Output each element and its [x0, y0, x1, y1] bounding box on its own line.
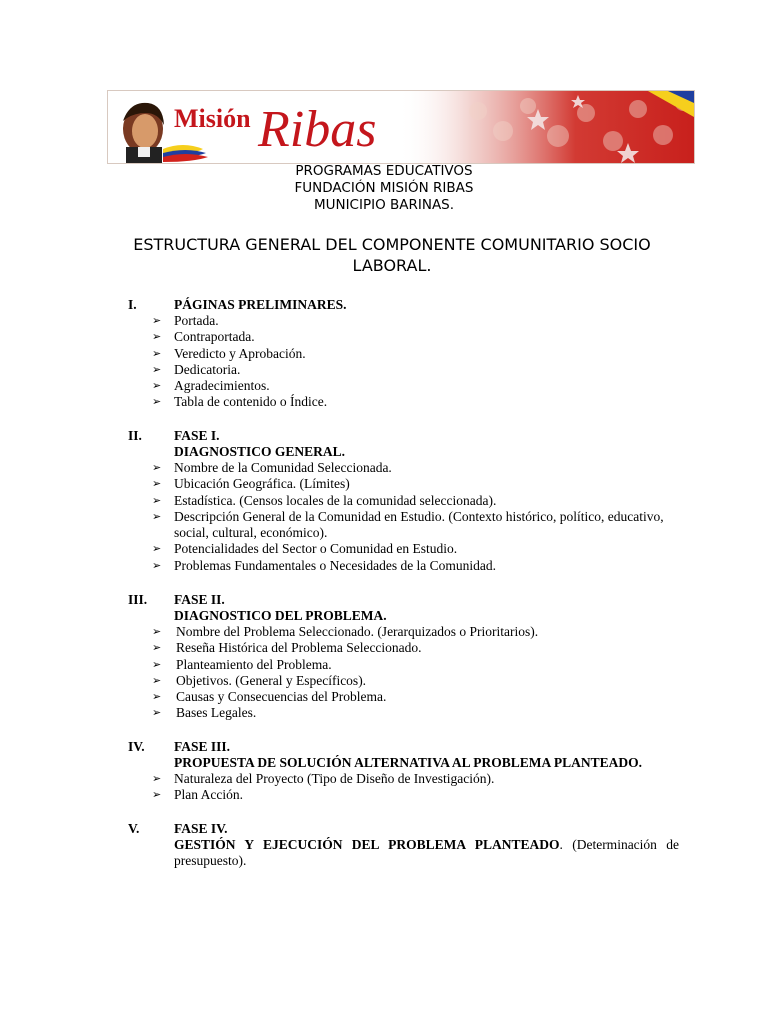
section-numeral: IV.: [128, 739, 145, 754]
header-block: [0, 163, 768, 214]
arrow-bullet-icon: ➢: [152, 772, 162, 785]
arrow-bullet-icon: ➢: [152, 625, 162, 638]
arrow-bullet-icon: ➢: [152, 641, 162, 655]
section-heading: PÁGINAS PRELIMINARES.: [174, 297, 347, 312]
list-item: ➢ Causas y Consecuencias del Problema.: [152, 689, 387, 705]
section-heading: DIAGNOSTICO DEL PROBLEMA.: [174, 608, 387, 623]
section-numeral: II.: [128, 428, 142, 443]
mision-ribas-logo: [108, 91, 694, 163]
document-title: ESTRUCTURA GENERAL DEL COMPONENTE COMUNITARIO SOCIO LABORAL.: [133, 235, 651, 275]
arrow-bullet-icon: ➢: [152, 493, 162, 507]
section-phase: FASE II.: [174, 592, 225, 607]
list-item: ➢ Descripción General de la Comunidad en Estudio. (Contexto histórico, político, educativo, social, cultural, económico).: [152, 508, 664, 541]
section-list: [152, 313, 680, 411]
list-item: ➢ Potencialidades del Sector o Comunidad en Estudio.: [152, 541, 458, 557]
list-item: ➢ Agradecimientos.: [152, 378, 270, 394]
list-item: ➢ Plan Acción.: [152, 787, 243, 803]
arrow-bullet-icon: ➢: [152, 362, 162, 376]
section-phase: FASE III.: [174, 739, 231, 754]
arrow-bullet-icon: ➢: [152, 395, 162, 409]
list-item: ➢ Objetivos. (General y Específicos).: [152, 672, 367, 688]
arrow-bullet-icon: ➢: [152, 509, 162, 523]
list-item: ➢ Ubicación Geográfica. (Límites): [152, 476, 350, 492]
list-item: ➢ Veredicto y Aprobación.: [152, 345, 306, 361]
arrow-bullet-icon: ➢: [152, 461, 162, 474]
list-item: ➢ Contraportada.: [152, 329, 255, 345]
header-line-municipality: MUNICIPIO BARINAS.: [313, 197, 455, 213]
arrow-bullet-icon: ➢: [152, 558, 162, 572]
arrow-bullet-icon: ➢: [152, 690, 162, 704]
list-item: ➢ Bases Legales.: [152, 705, 257, 721]
section-phase: FASE I.: [174, 428, 220, 443]
arrow-bullet-icon: ➢: [152, 330, 162, 344]
arrow-bullet-icon: ➢: [152, 657, 162, 671]
section-list: [152, 460, 680, 574]
section-numeral: III.: [128, 592, 148, 607]
section-paragraph: [174, 837, 679, 870]
arrow-bullet-icon: ➢: [152, 346, 162, 360]
list-item: ➢ Dedicatoria.: [152, 361, 241, 377]
list-item: ➢ Tabla de contenido o Índice.: [152, 394, 328, 410]
arrow-bullet-icon: ➢: [152, 314, 162, 327]
section-numeral: V.: [128, 821, 140, 836]
list-item: ➢ Reseña Histórica del Problema Seleccionado.: [152, 640, 422, 656]
list-item: ➢ Problemas Fundamentales o Necesidades de la Comunidad.: [152, 557, 497, 573]
list-item: ➢ Planteamiento del Problema.: [152, 656, 332, 672]
arrow-bullet-icon: ➢: [152, 788, 162, 802]
section-phase: FASE IV.: [174, 821, 228, 836]
list-item: ➢ Estadística. (Censos locales de la comunidad seleccionada).: [152, 492, 497, 508]
section-list: [152, 771, 680, 804]
section-heading-continuation: . (Determinación de presupuesto).: [174, 837, 680, 869]
logo-text-ribas: Ribas: [258, 101, 377, 158]
list-item: ➢ Nombre de la Comunidad Seleccionada.: [152, 460, 392, 475]
header-line-foundation: FUNDACIÓN MISIÓN RIBAS: [294, 180, 474, 196]
section-numeral: I.: [128, 297, 137, 312]
arrow-bullet-icon: ➢: [152, 673, 162, 687]
header-line-programs: PROGRAMAS EDUCATIVOS: [295, 163, 473, 179]
arrow-bullet-icon: ➢: [152, 477, 162, 491]
portrait-icon: [123, 103, 164, 163]
logo-text-mision: Misión: [174, 104, 251, 133]
list-item: ➢ Portada.: [152, 313, 219, 328]
section-list: [152, 624, 680, 722]
list-item: ➢ Naturaleza del Proyecto (Tipo de Diseño de Investigación).: [152, 771, 495, 786]
arrow-bullet-icon: ➢: [152, 706, 162, 720]
arrow-bullet-icon: ➢: [152, 542, 162, 556]
arrow-bullet-icon: ➢: [152, 379, 162, 393]
section-heading: PROPUESTA DE SOLUCIÓN ALTERNATIVA AL PROBLEMA PLANTEADO.: [174, 755, 642, 770]
section-heading: GESTIÓN Y EJECUCIÓN DEL PROBLEMA PLANTEADO: [174, 837, 560, 852]
section-heading: DIAGNOSTICO GENERAL.: [174, 444, 346, 459]
list-item: ➢ Nombre del Problema Seleccionado. (Jerarquizados o Prioritarios).: [152, 624, 539, 639]
mision-ribas-banner: [107, 90, 695, 164]
